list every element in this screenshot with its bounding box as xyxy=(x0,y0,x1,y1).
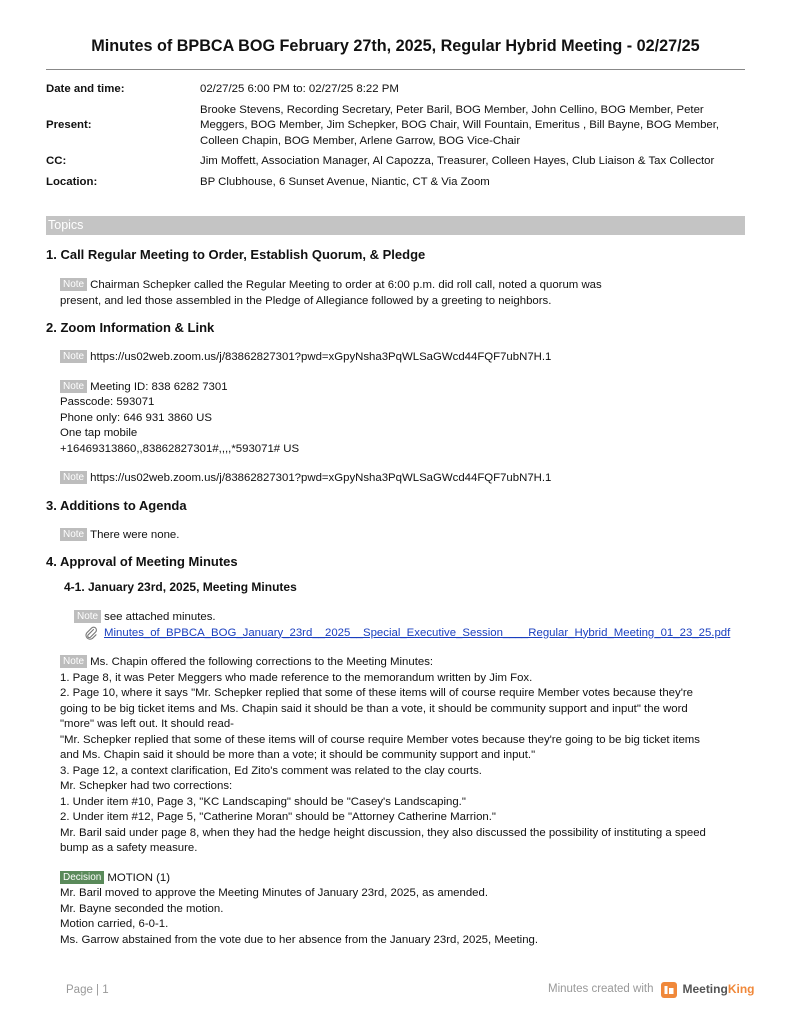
note-text: Mr. Schepker had two corrections: xyxy=(60,780,233,792)
present-line: Meggers, BOG Member, Jim Schepker, BOG Chair, Will Fountain, Emeritus , Bill Bayne, BOG Member, xyxy=(200,119,720,131)
title-divider xyxy=(46,69,745,70)
note-tag: Note xyxy=(60,655,87,668)
note-text: "Mr. Schepker replied that some of these items will of course require Member votes because they're going to be big ticket items xyxy=(60,733,700,746)
section-heading: 1. Call Regular Meeting to Order, Establish Quorum, & Pledge xyxy=(46,247,426,262)
location-label: Location: xyxy=(46,175,98,188)
note-tag: Note xyxy=(60,278,87,291)
footer-branding xyxy=(548,982,754,998)
note-text: Meeting ID: 838 6282 7301 xyxy=(90,380,228,393)
present-line: Brooke Stevens, Recording Secretary, Peter Baril, BOG Member, John Cellino, BOG Member, Peter xyxy=(200,103,704,116)
note-text: and Ms. Chapin said it should be more than a vote; it should be community support and input." xyxy=(60,749,536,761)
note-text: bump as a safety measure. xyxy=(60,842,198,854)
note-text: "more" was left out. It should read- xyxy=(60,718,234,730)
decision-text: Motion carried, 6-0-1. xyxy=(60,918,169,930)
decision-tag: Decision xyxy=(60,871,104,884)
meeting-info xyxy=(46,82,746,195)
note-tag: Note xyxy=(60,471,87,484)
page-number: Page | 1 xyxy=(66,984,109,996)
document-title: Minutes of BPBCA BOG February 27th, 2025, Regular Hybrid Meeting - 02/27/25 xyxy=(91,37,700,55)
attachment-link[interactable]: Minutes_of_BPBCA_BOG_January_23rd__2025__Special_Executive_Session____Regular_Hybrid_Meeting_01_23_25.pdf xyxy=(104,626,731,639)
date-label: Date and time: xyxy=(46,83,125,95)
decision-text: Mr. Bayne seconded the motion. xyxy=(60,902,224,915)
note-item xyxy=(60,471,746,487)
present-row xyxy=(46,103,746,150)
note-text: 3. Page 12, a context clarification, Ed Zito's comment was related to the clay courts. xyxy=(60,764,482,777)
note-text: +16469313860,,83862827301#,,,,*593071# US xyxy=(60,442,300,455)
note-tag: Note xyxy=(60,350,87,363)
note-text: Passcode: 593071 xyxy=(60,396,155,408)
location-row xyxy=(46,175,746,191)
note-text: 1. Page 8, it was Peter Meggers who made reference to the memorandum written by Jim Fox. xyxy=(60,671,533,684)
location-value: BP Clubhouse, 6 Sunset Avenue, Niantic, CT & Via Zoom xyxy=(200,175,490,188)
zoom-link-text: https://us02web.zoom.us/j/83862827301?pwd=xGpyNsha3PqWLSaGWcd44FQF7ubN7H.1 xyxy=(90,351,552,363)
note-text: 2. Page 10, where it says "Mr. Schepker replied that some of these items will of course require Member votes because they're xyxy=(60,687,694,699)
note-text: going to be big ticket items and Ms. Chapin said it should be than a vote, it should be community support and input" the word xyxy=(60,702,688,715)
note-item xyxy=(60,278,746,309)
note-text: 2. Under item #12, Page 5, "Catherine Moran" should be "Attorney Catherine Marrion." xyxy=(60,811,496,823)
date-row xyxy=(46,82,746,98)
paperclip-icon xyxy=(84,626,98,640)
meetingking-logo-icon xyxy=(661,982,677,998)
present-value xyxy=(200,103,746,150)
brand-king: King xyxy=(727,982,755,997)
section-heading: 3. Additions to Agenda xyxy=(46,497,187,513)
present-line: Colleen Chapin, BOG Member, Arlene Garrow, BOG Vice-Chair xyxy=(200,134,521,147)
topics-header: Topics xyxy=(46,216,745,235)
note-text: 1. Under item #10, Page 3, "KC Landscaping" should be "Casey's Landscaping." xyxy=(60,795,466,808)
note-text: Mr. Baril said under page 8, when they had the hedge height discussion, they also discussed the possibility of instituting a speed xyxy=(60,826,706,839)
section-heading: 4. Approval of Meeting Minutes xyxy=(46,554,238,569)
decision-text: Mr. Baril moved to approve the Meeting Minutes of January 23rd, 2025, as amended. xyxy=(60,887,489,899)
topics-content xyxy=(46,246,746,948)
note-text: One tap mobile xyxy=(60,427,138,439)
date-value: 02/27/25 6:00 PM to: 02/27/25 8:22 PM xyxy=(200,83,399,95)
subsection-heading: 4-1. January 23rd, 2025, Meeting Minutes xyxy=(64,580,297,594)
note-text: see attached minutes. xyxy=(104,611,216,623)
brand-name xyxy=(682,982,754,998)
note-item xyxy=(60,528,746,544)
note-tag: Note xyxy=(60,528,87,541)
note-text: Ms. Chapin offered the following corrections to the Meeting Minutes: xyxy=(90,656,434,668)
note-item xyxy=(60,655,746,857)
cc-row xyxy=(46,154,746,170)
note-item xyxy=(74,610,746,641)
note-text: Chairman Schepker called the Regular Meeting to order at 6:00 p.m. did roll call, noted a quorum was xyxy=(90,279,602,291)
note-tag: Note xyxy=(74,610,101,623)
cc-value: Jim Moffett, Association Manager, Al Capozza, Treasurer, Colleen Hayes, Club Liaison & Tax Collector xyxy=(200,155,715,167)
cc-label: CC: xyxy=(46,155,67,167)
decision-text: MOTION (1) xyxy=(107,871,171,884)
attachment-row xyxy=(84,626,746,642)
present-label: Present: xyxy=(46,119,92,131)
brand-meeting: Meeting xyxy=(682,982,728,997)
decision-text: Ms. Garrow abstained from the vote due to her absence from the January 23rd, 2025, Meeting. xyxy=(60,933,539,946)
decision-item xyxy=(60,871,746,949)
note-text: Phone only: 646 931 3860 US xyxy=(60,411,212,424)
note-text: present, and led those assembled in the Pledge of Allegiance followed by a greeting to neighbors. xyxy=(60,294,552,307)
note-text: There were none. xyxy=(90,528,180,541)
zoom-link-text: https://us02web.zoom.us/j/83862827301?pwd=xGpyNsha3PqWLSaGWcd44FQF7ubN7H.1 xyxy=(90,472,552,484)
note-item xyxy=(60,380,746,458)
created-with-text: Minutes created with xyxy=(548,983,654,996)
note-item xyxy=(60,350,746,366)
note-tag: Note xyxy=(60,380,87,393)
section-heading: 2. Zoom Information & Link xyxy=(46,320,215,335)
